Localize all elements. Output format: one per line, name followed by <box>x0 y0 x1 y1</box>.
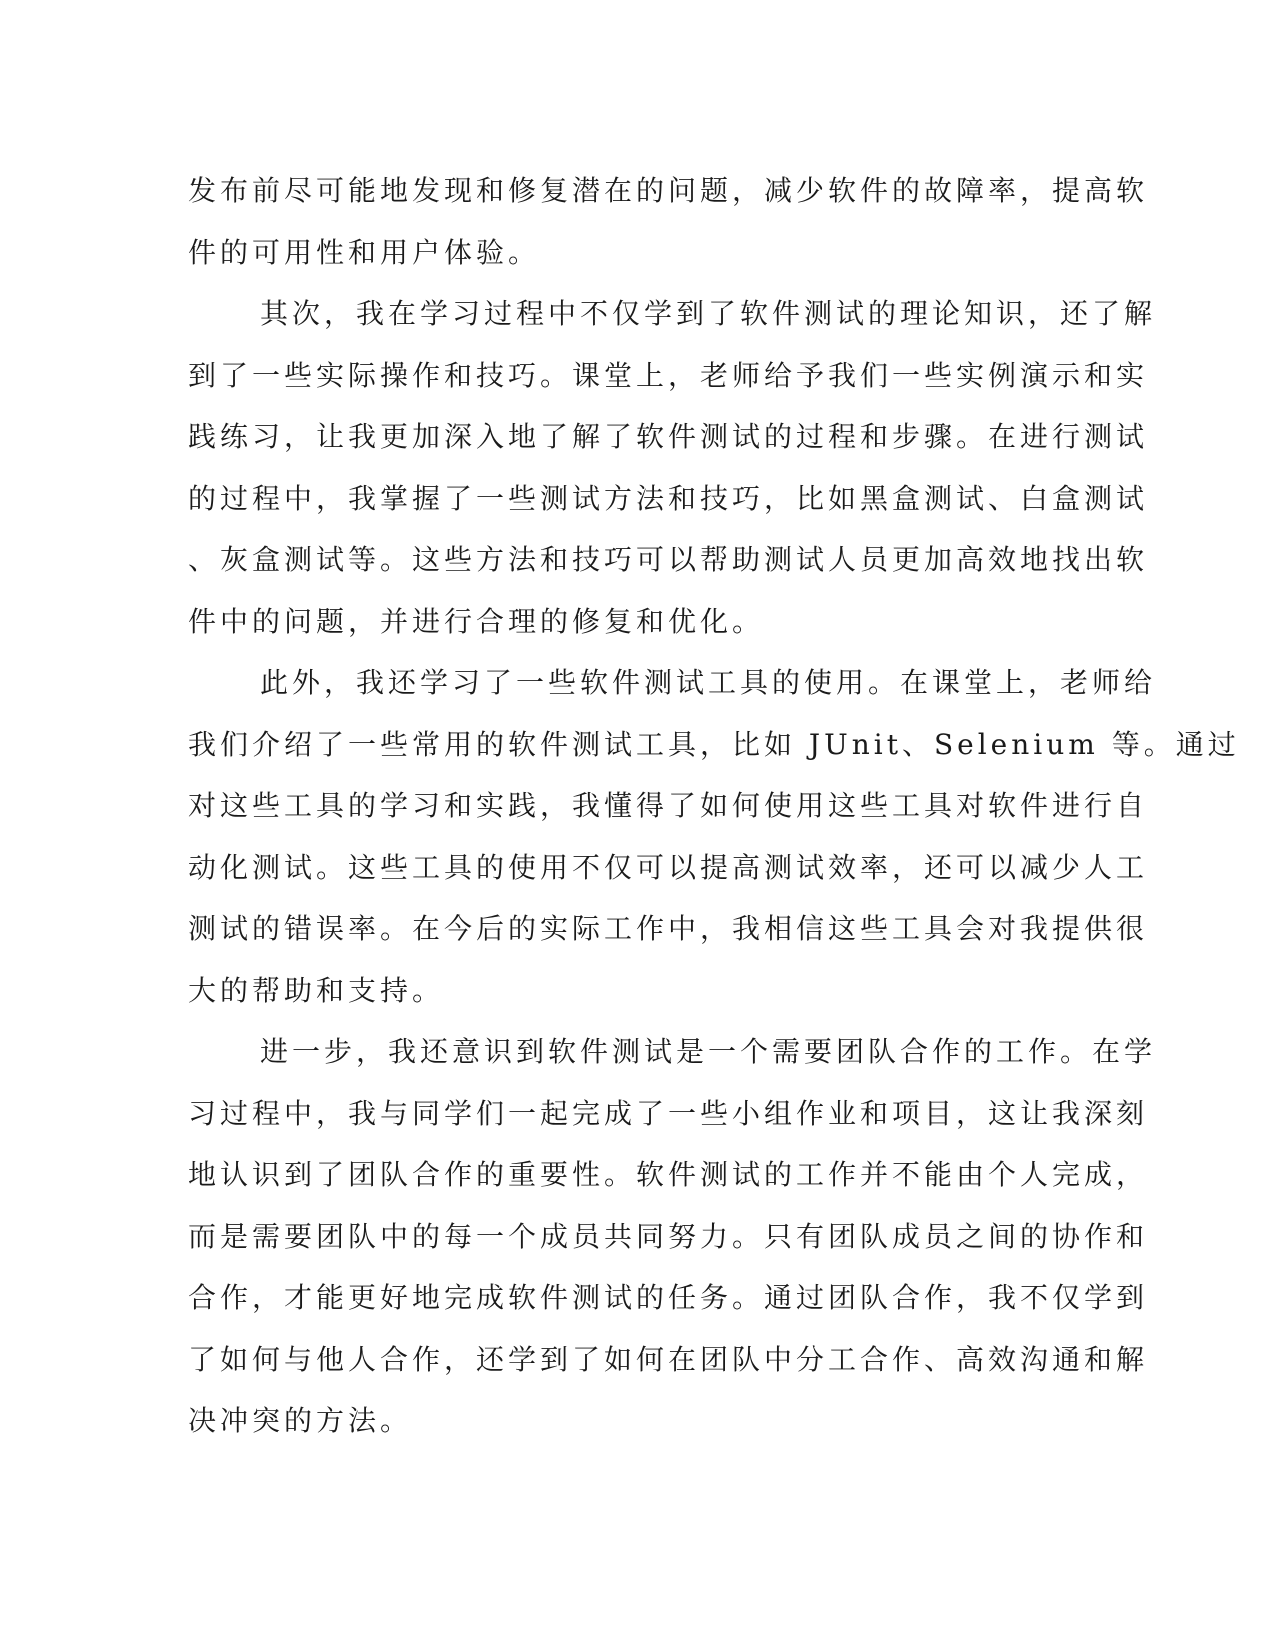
text-line: 件的可用性和用户体验。 <box>188 235 541 269</box>
text-line: 习过程中，我与同学们一起完成了一些小组作业和项目，这让我深刻 <box>188 1096 1149 1130</box>
text-line: 决冲突的方法。 <box>188 1404 413 1437</box>
text-line: 、灰盒测试等。这些方法和技巧可以帮助测试人员更加高效地找出软 <box>188 543 1149 576</box>
text-line: 对这些工具的学习和实践，我懂得了如何使用这些工具对软件进行自 <box>188 789 1149 822</box>
paragraph-start-line: 进一步，我还意识到软件测试是一个需要团队合作的工作。在学 <box>260 1035 1157 1068</box>
paragraph-start-line: 其次，我在学习过程中不仅学到了软件测试的理论知识，还了解 <box>260 297 1157 330</box>
text-line: 地认识到了团队合作的重要性。软件测试的工作并不能由个人完成， <box>188 1158 1149 1191</box>
text-line: 发布前尽可能地发现和修复潜在的问题，减少软件的故障率，提高软 <box>188 174 1149 207</box>
text-line: 动化测试。这些工具的使用不仅可以提高测试效率，还可以减少人工 <box>188 850 1149 884</box>
text-line: 的过程中，我掌握了一些测试方法和技巧，比如黑盒测试、白盒测试 <box>188 481 1149 515</box>
paragraph-start-line: 此外，我还学习了一些软件测试工具的使用。在课堂上，老师给 <box>260 666 1157 699</box>
text-line: 件中的问题，并进行合理的修复和优化。 <box>188 604 765 638</box>
text-line: 大的帮助和支持。 <box>188 973 445 1007</box>
text-line: 到了一些实际操作和技巧。课堂上，老师给予我们一些实例演示和实 <box>188 358 1149 392</box>
text-line: 合作，才能更好地完成软件测试的任务。通过团队合作，我不仅学到 <box>188 1281 1149 1314</box>
text-line: 而是需要团队中的每一个成员共同努力。只有团队成员之间的协作和 <box>188 1219 1149 1253</box>
text-line: 了如何与他人合作，还学到了如何在团队中分工合作、高效沟通和解 <box>188 1342 1149 1376</box>
text-line: 践练习，让我更加深入地了解了软件测试的过程和步骤。在进行测试 <box>188 420 1149 453</box>
body-text <box>188 160 1240 1452</box>
text-line: 测试的错误率。在今后的实际工作中，我相信这些工具会对我提供很 <box>188 912 1149 945</box>
text-line: 我们介绍了一些常用的软件测试工具，比如 JUnit、Selenium 等。通过 <box>188 727 1240 761</box>
